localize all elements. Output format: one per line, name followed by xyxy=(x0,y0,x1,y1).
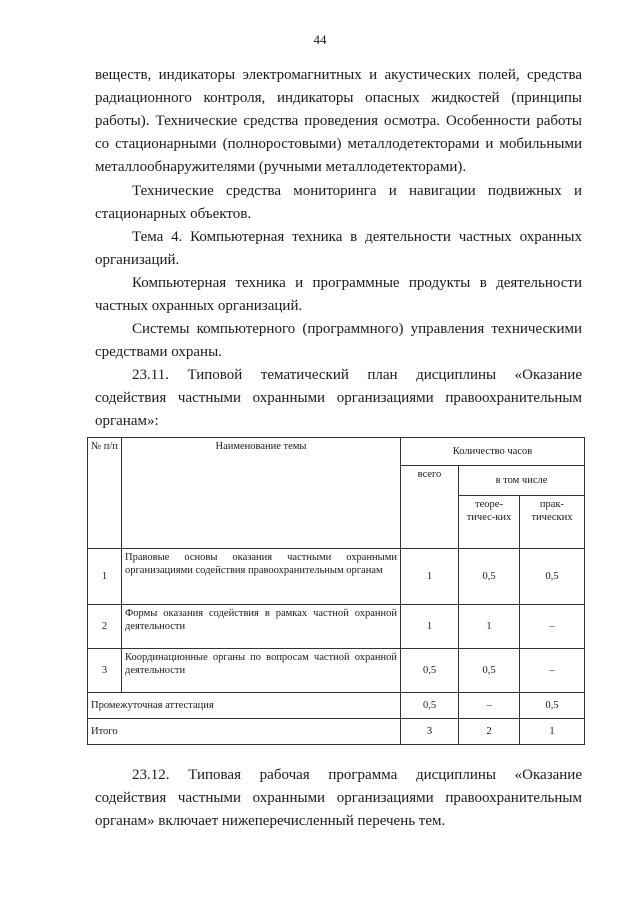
header-practice: прак-тических xyxy=(520,496,585,549)
intermediate-assessment-row xyxy=(88,693,585,719)
header-theory: теоре-тичес-ких xyxy=(459,496,520,549)
table-row xyxy=(88,549,585,605)
paragraph-section-23-12: 23.12. Типовая рабочая программа дисциплины «Оказание содействия частными охранными организациями правоохранительным органам» включает нижеперечисленный перечень тем. xyxy=(95,767,582,829)
table-row xyxy=(88,605,585,649)
header-including: в том числе xyxy=(459,466,585,496)
total-hours: 3 xyxy=(401,719,459,745)
row-total: 1 xyxy=(401,605,459,649)
header-topic-name: Наименование темы xyxy=(122,438,401,549)
total-theory: 2 xyxy=(459,719,520,745)
intermediate-theory: – xyxy=(459,693,520,719)
row-total: 1 xyxy=(401,549,459,605)
header-number: № п/п xyxy=(88,438,122,549)
intermediate-label: Промежуточная аттестация xyxy=(88,693,401,719)
paragraph-monitoring-means: Технические средства мониторинга и навигации подвижных и стационарных объектов. xyxy=(95,183,582,222)
paragraph-computer-equipment: Компьютерная техника и программные продукты в деятельности частных охранных организаций. xyxy=(95,275,582,314)
row-theory: 0,5 xyxy=(459,549,520,605)
page-number: 44 xyxy=(313,32,327,47)
paragraph-control-systems: Системы компьютерного (программного) управления техническими средствами охраны. xyxy=(95,321,582,360)
header-total: всего xyxy=(401,466,459,549)
row-number: 1 xyxy=(88,549,122,605)
row-topic-name: Формы оказания содействия в рамках частной охранной деятельности xyxy=(122,605,401,649)
total-practice: 1 xyxy=(520,719,585,745)
row-total: 0,5 xyxy=(401,649,459,693)
row-practice: – xyxy=(520,605,585,649)
row-theory: 1 xyxy=(459,605,520,649)
row-practice: 0,5 xyxy=(520,549,585,605)
paragraph-technical-means: веществ, индикаторы электромагнитных и акустических полей, средства радиационного контроля, индикаторы опасных жидкостей (принципы работы). Технические средства проведения осмотра. Особенности работы со стационарными (полноростовыми) металлодетекторами и мобильными металлообнаружителями (ручными металлодетекторами). xyxy=(95,67,582,175)
paragraph-section-23-11: 23.11. Типовой тематический план дисциплины «Оказание содействия частными охранными организациями правоохранительным органам»: xyxy=(95,367,582,429)
row-topic-name: Координационные органы по вопросам частной охранной деятельности xyxy=(122,649,401,693)
row-topic-name: Правовые основы оказания частными охранными организациями содействия правоохранительным органам xyxy=(122,549,401,605)
table-row xyxy=(88,649,585,693)
intermediate-practice: 0,5 xyxy=(520,693,585,719)
row-practice: – xyxy=(520,649,585,693)
paragraph-topic-4-heading: Тема 4. Компьютерная техника в деятельности частных охранных организаций. xyxy=(95,229,582,268)
row-number: 3 xyxy=(88,649,122,693)
row-theory: 0,5 xyxy=(459,649,520,693)
total-label: Итого xyxy=(88,719,401,745)
row-number: 2 xyxy=(88,605,122,649)
total-row xyxy=(88,719,585,745)
intermediate-total: 0,5 xyxy=(401,693,459,719)
header-hours: Количество часов xyxy=(401,438,585,466)
thematic-plan-table xyxy=(87,437,585,745)
